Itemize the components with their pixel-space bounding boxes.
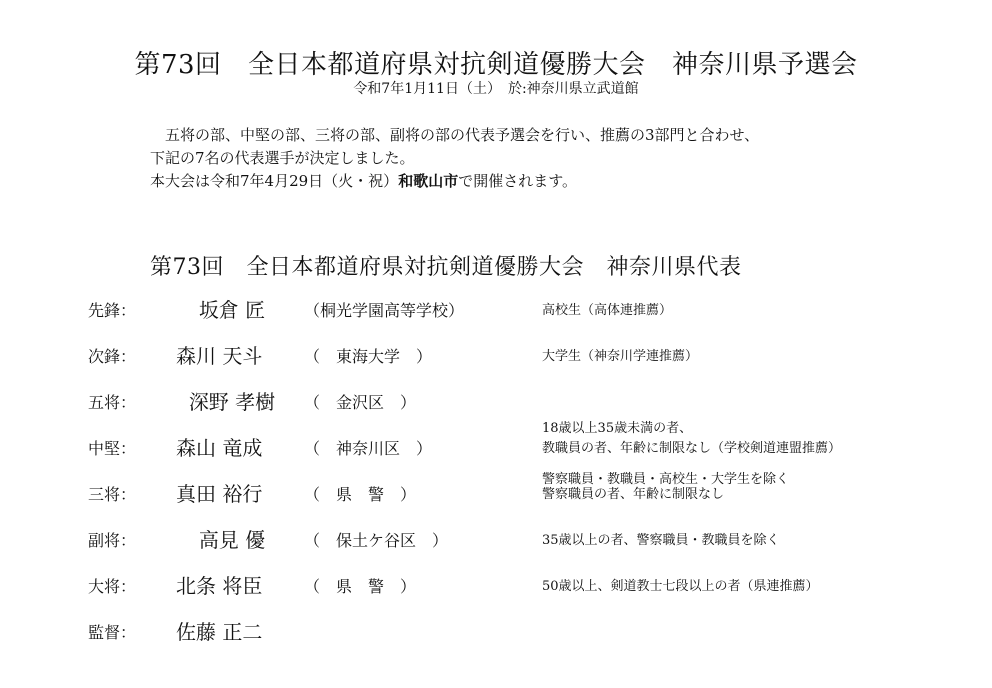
selection-note: 警察職員の者、年齢に制限なし [542,487,725,502]
selection-note-line-1: 18歳以上35歳未満の者、 [542,421,693,436]
roster-row-kantoku [88,610,968,656]
player-affiliation: （ 県 警 ） [304,485,417,504]
intro-line-3-post: で開催されます。 [458,172,578,190]
position-label: 次鋒： [88,347,137,366]
position-label: 監督： [88,623,137,642]
player-affiliation: （ 神奈川区 ） [304,439,433,458]
roster-list [88,288,968,656]
roster-row-senpo [88,288,968,334]
player-name: 森川 天斗 [176,344,263,368]
player-name: 森山 竜成 [176,436,263,460]
player-name: 深野 孝樹 [188,390,276,414]
roster-row-sansho [88,472,968,518]
roster-row-jiho [88,334,968,380]
player-affiliation: （ 東海大学 ） [304,347,433,366]
position-label: 中堅： [88,439,137,458]
selection-note: 50歳以上、剣道教士七段以上の者（県連推薦） [542,579,819,594]
roster-row-chuken [88,426,968,472]
selection-note: 教職員の者、年齢に制限なし（学校剣道連盟推薦） [542,441,842,456]
player-affiliation: （ 県 警 ） [304,577,417,596]
position-label: 先鋒： [88,301,137,320]
position-label: 大将： [88,577,137,596]
player-name: 真田 裕行 [176,482,263,506]
position-label: 三将： [88,485,137,504]
intro-line-2: 下記の7名の代表選手が決定しました。 [150,149,415,167]
selection-note: 大学生（神奈川学連推薦） [542,349,699,364]
page-title: 第73回 全日本都道府県対抗剣道優勝大会 神奈川県予選会 [134,50,858,80]
intro-text [150,124,950,193]
intro-line-3 [150,170,950,193]
roster-row-taisho [88,564,968,610]
player-name: 坂倉 匠 [198,298,266,322]
event-date-venue: 令和7年1月11日（土） 於:神奈川県立武道館 [353,81,639,97]
player-name: 北条 将臣 [176,574,263,598]
intro-line-3-pre: 本大会は令和7年4月29日（火・祝） [150,172,399,190]
position-label: 五将： [88,393,137,412]
selection-note: 高校生（高体連推薦） [542,303,673,318]
team-heading: 第73回 全日本都道府県対抗剣道優勝大会 神奈川県代表 [150,255,742,280]
player-affiliation: （桐光学園高等学校） [304,301,465,320]
intro-line-1: 五将の部、中堅の部、三将の部、副将の部の代表予選会を行い、推薦の3部門と合わせ、 [150,126,760,144]
manager-name: 佐藤 正二 [176,620,263,644]
position-label: 副将： [88,531,137,550]
roster-row-fukusho [88,518,968,564]
selection-note: 35歳以上の者、警察職員・教職員を除く [542,533,780,548]
selection-note-line-2: 警察職員・教職員・高校生・大学生を除く [542,472,790,487]
player-affiliation: （ 保土ケ谷区 ） [304,531,449,550]
venue-city: 和歌山市 [398,172,459,190]
player-affiliation: （ 金沢区 ） [304,393,417,412]
player-name: 高見 優 [198,528,266,552]
